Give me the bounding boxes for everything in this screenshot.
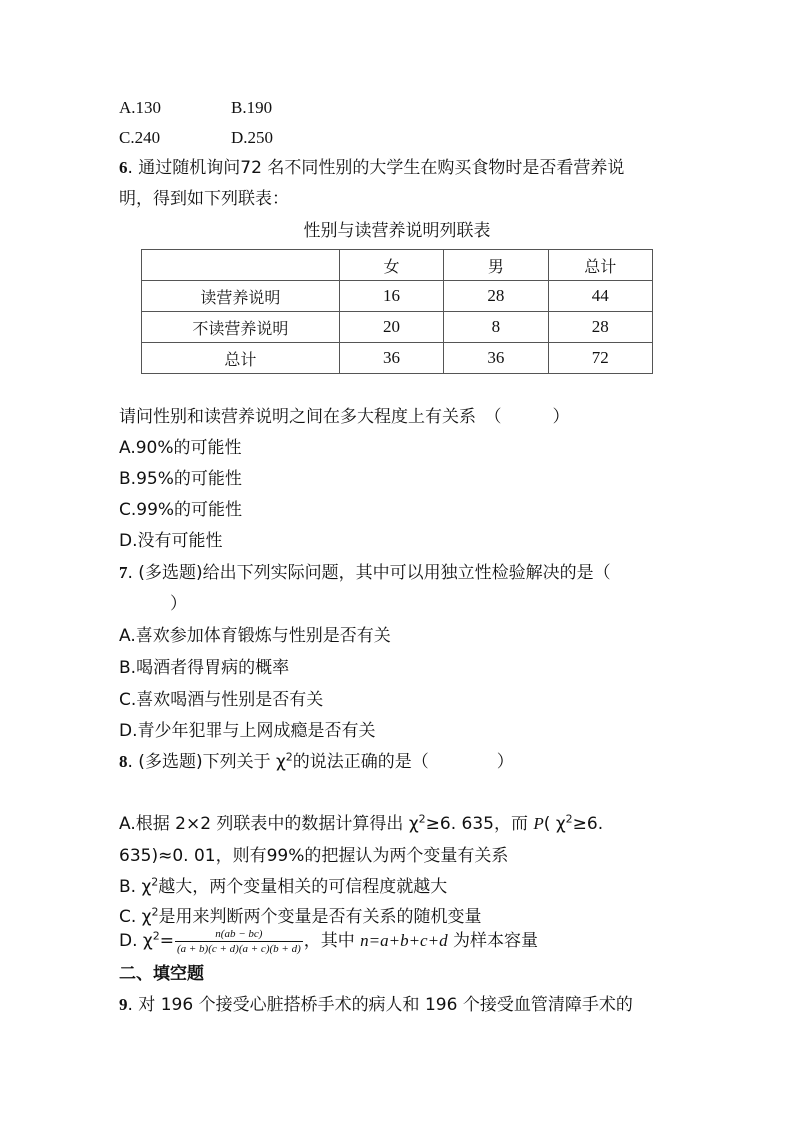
chi-square-fraction [175,927,303,956]
table-header-cell: 女 [339,250,443,281]
q5-option-row-1 [119,96,273,120]
q6-question: 请问性别和读营养说明之间在多大程度上有关系 （ ） [119,407,570,427]
q6-option-b: B.95%的可能性 [119,469,242,489]
table-header-cell: 男 [444,250,548,281]
q8-option-d [119,926,538,956]
superscript: 2 [152,929,160,943]
q8-option-b [119,875,447,899]
q5-option-d: D.250 [231,128,274,147]
q5-option-c: C.240 [119,128,161,147]
q6-stem-text-1: . 通过随机询问72 名不同性别的大学生在购买食物时是否看营养说 [127,158,625,178]
q7-option-b: B.喝酒者得胃病的概率 [119,658,290,678]
q8-option-d-text: ，其中 [303,931,361,951]
q8-option-a-line-1 [119,812,603,836]
q6-option-a: A.90%的可能性 [119,438,242,458]
table-row [142,312,653,343]
q7-stem-line-1 [119,561,611,585]
q7-option-a: A.喜欢参加体育锻炼与性别是否有关 [119,626,391,646]
superscript: 2 [418,812,426,826]
q8-option-d-text: 为样本容量 [447,931,538,951]
table-cell: 8 [444,312,548,343]
table-row [142,281,653,312]
q8-stem-text: . (多选题)下列关于 χ [127,752,286,772]
q8-option-b-text: 越大，两个变量相关的可信程度就越大 [158,877,448,897]
q6-number: 6 [119,158,128,177]
q9-stem-line-1 [119,993,633,1017]
table-header-row [142,250,653,281]
q8-option-a-line-2: 635)≈0. 01，则有99%的把握认为两个变量有关系 [119,846,509,866]
table-cell: 20 [339,312,443,343]
q5-option-a: A.130 [119,98,162,117]
q7-stem-text-1: . (多选题)给出下列实际问题，其中可以用独立性检验解决的是（ [127,563,611,583]
table-cell: 28 [444,281,548,312]
table-cell: 28 [548,312,652,343]
q5-option-row-2 [119,126,274,150]
table-cell: 44 [548,281,652,312]
q9-stem-text-1: . 对 196 个接受心脏搭桥手术的病人和 196 个接受血管清障手术的 [127,995,633,1015]
q8-option-a-prob: P [533,814,544,833]
q8-option-a-text: A.根据 2×2 列联表中的数据计算得出 χ [119,814,419,834]
table-cell: 总计 [142,343,340,374]
q9-number: 9 [119,995,128,1014]
q8-option-a-text: ( χ [543,814,566,834]
table-caption: 性别与读营养说明列联表 [303,221,491,241]
q5-option-b: B.190 [231,98,273,117]
superscript: 2 [151,905,159,919]
q8-option-a-text: ≥6. [572,814,604,834]
q8-stem-text-post: 的说法正确的是（ ） [292,752,514,772]
q7-number: 7 [119,563,128,582]
table-cell: 读营养说明 [142,281,340,312]
q8-option-c-text: 是用来判断两个变量是否有关系的随机变量 [158,907,482,927]
q6-stem-line-1 [119,156,624,180]
table-cell: 36 [444,343,548,374]
contingency-table [141,249,653,374]
table-header-cell [142,250,340,281]
sample-size-formula: n=a+b+c+d [360,931,448,950]
table-cell: 不读营养说明 [142,312,340,343]
q8-number: 8 [119,752,128,771]
q8-option-b-text: B. χ [119,877,152,897]
fraction-denominator: (a + b)(c + d)(a + c)(b + d) [176,942,301,955]
q6-option-d: D.没有可能性 [119,531,223,551]
table-row [142,343,653,374]
table-cell: 16 [339,281,443,312]
section-title: 二、填空题 [119,964,204,984]
q8-stem [119,750,514,774]
superscript: 2 [285,750,293,764]
q8-option-a-text: ≥6. 635，而 [425,814,534,834]
q6-option-c: C.99%的可能性 [119,500,243,520]
q6-stem-line-2: 明，得到如下列联表： [119,189,289,209]
q7-stem-line-2: ） [119,594,187,614]
superscript: 2 [565,812,573,826]
fraction-numerator: n(ab − bc) [175,927,303,942]
table-cell: 72 [548,343,652,374]
q8-option-d-text: D. χ [119,931,153,951]
table-header-cell: 总计 [548,250,652,281]
q8-option-c-text: C. χ [119,907,152,927]
superscript: 2 [151,875,159,889]
q7-option-d: D.青少年犯罪与上网成瘾是否有关 [119,721,376,741]
q8-option-d-text: = [159,931,174,951]
q7-option-c: C.喜欢喝酒与性别是否有关 [119,690,324,710]
table-cell: 36 [339,343,443,374]
